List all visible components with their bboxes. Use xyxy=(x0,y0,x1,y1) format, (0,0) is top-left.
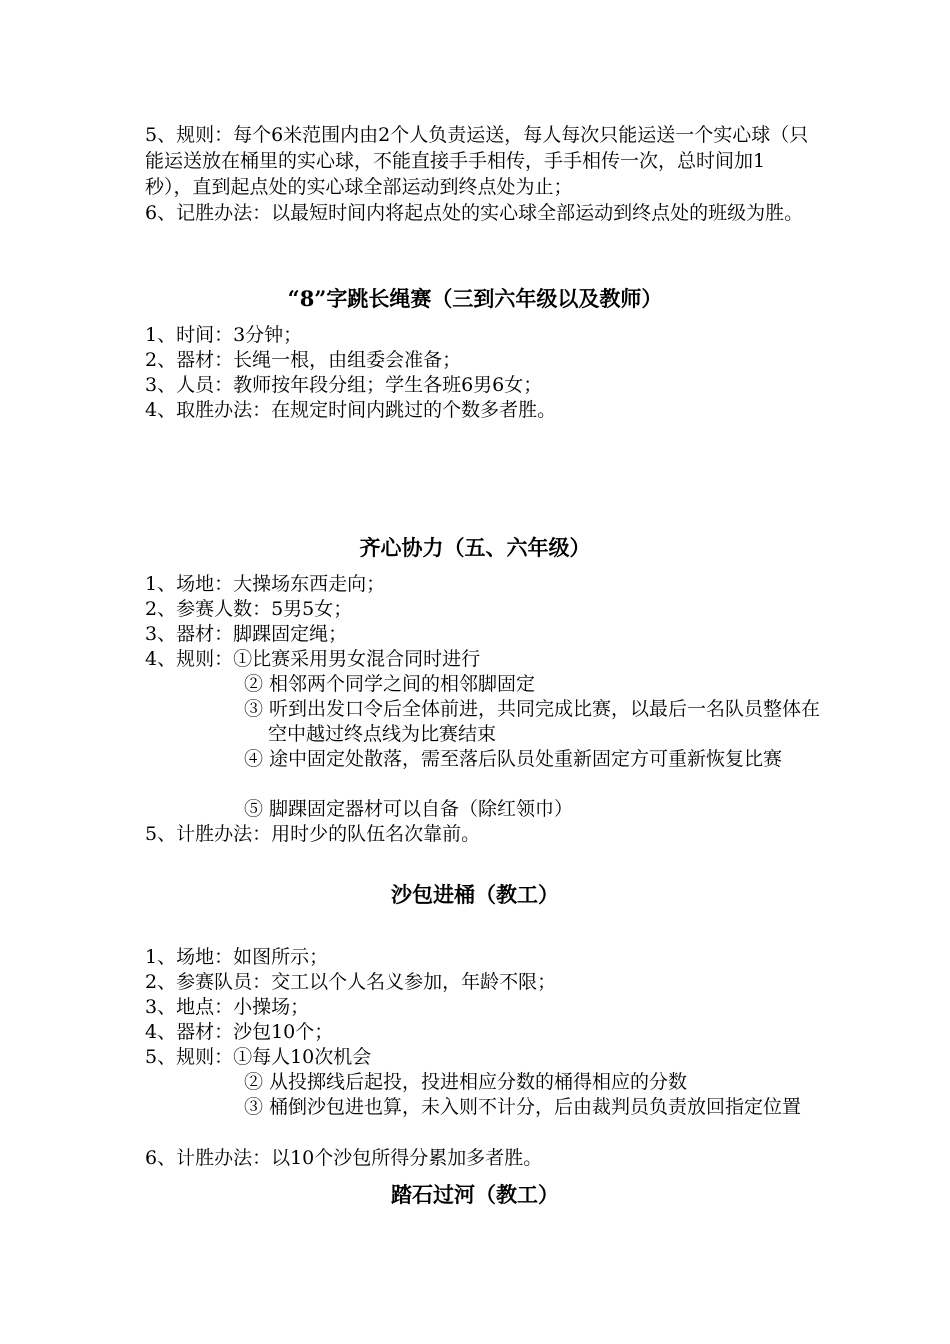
sandbag-sub-rule-2: ② 从投掷线后起投，投进相应分数的桶得相应的分数 xyxy=(244,1071,688,1093)
unity-item-4: 4、规则：①比赛采用男女混合同时进行 xyxy=(145,648,481,670)
unity-sub-rule-2: ② 相邻两个同学之间的相邻脚固定 xyxy=(244,673,536,695)
sandbag-item-6: 6、计胜办法：以10个沙包所得分累加多者胜。 xyxy=(145,1147,543,1169)
sandbag-item-5: 5、规则：①每人10次机会 xyxy=(145,1046,372,1068)
unity-sub-rule-3: ③ 听到出发口令后全体前进，共同完成比赛，以最后一名队员整体在空中越过终点线为比赛结束 xyxy=(244,698,821,745)
rope-item-3: 3、人员：教师按年段分组；学生各班6男6女； xyxy=(145,374,543,396)
unity-item-1: 1、场地：大操场东西走向； xyxy=(145,573,386,595)
rope-item-1: 1、时间：3分钟； xyxy=(145,324,303,346)
unity-sub-rule-5: ⑤ 脚踝固定器材可以自备（除红领巾） xyxy=(244,798,574,820)
sandbag-item-1: 1、场地：如图所示； xyxy=(145,946,329,968)
sandbag-section-title: 沙包进桶（教工） xyxy=(391,882,559,907)
river-section-title: 踏石过河（教工） xyxy=(391,1182,559,1207)
unity-item-5: 5、计胜办法：用时少的队伍名次靠前。 xyxy=(145,823,481,845)
relay-rule-6: 6、记胜办法：以最短时间内将起点处的实心球全部运动到终点处的班级为胜。 xyxy=(145,202,804,224)
rope-item-2: 2、器材：长绳一根，由组委会准备； xyxy=(145,349,462,371)
sandbag-item-3: 3、地点：小操场； xyxy=(145,996,310,1018)
relay-rule-5: 5、规则：每个6米范围内由2个人负责运送，每人每次只能运送一个实心球（只能运送放在桶里的实心球，不能直接手手相传，手手相传一次，总时间加1秒），直到起点处的实心球全部运动到终点处为止； xyxy=(145,124,809,198)
unity-sub-rule-4: ④ 途中固定处散落，需至落后队员处重新固定方可重新恢复比赛 xyxy=(244,748,783,770)
unity-item-3: 3、器材：脚踝固定绳； xyxy=(145,623,348,645)
sandbag-item-2: 2、参赛队员：交工以个人名义参加，年龄不限； xyxy=(145,971,557,993)
sandbag-sub-rule-3: ③ 桶倒沙包进也算，未入则不计分，后由裁判员负责放回指定位置 xyxy=(244,1096,802,1118)
unity-section-title: 齐心协力（五、六年级） xyxy=(359,535,591,560)
unity-item-2: 2、参赛人数：5男5女； xyxy=(145,598,353,620)
rope-item-4: 4、取胜办法：在规定时间内跳过的个数多者胜。 xyxy=(145,399,557,421)
rope-section-title: “8”字跳长绳赛（三到六年级以及教师） xyxy=(287,286,663,311)
sandbag-item-4: 4、器材：沙包10个； xyxy=(145,1021,334,1043)
